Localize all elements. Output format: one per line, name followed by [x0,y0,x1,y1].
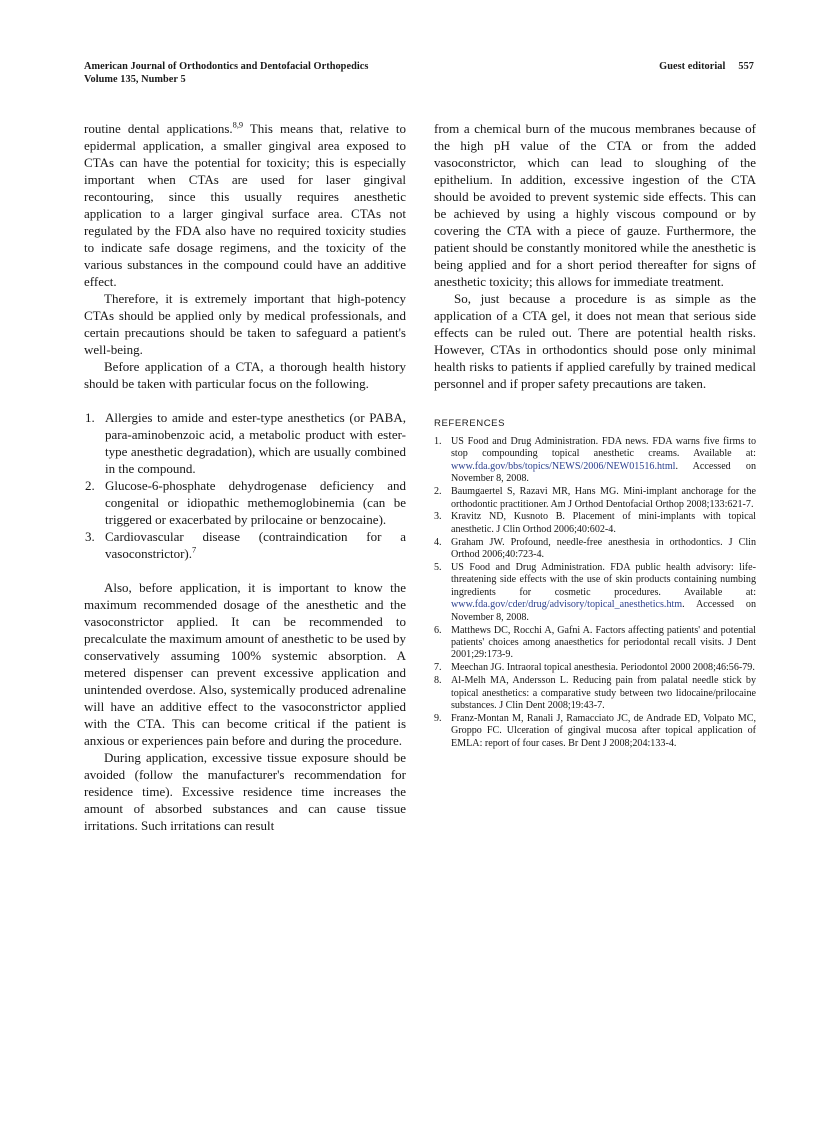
running-head-right [659,60,754,73]
considerations-list [84,409,406,562]
reference-item [434,675,756,712]
paragraph-residence-time: During application, excessive tissue exposure should be avoided (follow the manufacturer's recommendation for residence time). Excessive residence time increases the amount of absorbed substances and can cause tissue irritations. Such irritations can result [84,750,406,833]
paragraph-chemical-burn: from a chemical burn of the mucous membranes because of the high pH value of the CTA or from the added vasoconstrictor, which can lead to sloughing of the epithelium. In addition, excessive ingestion of the CTA should be avoided to prevent systemic side effects. This can be achieved by using a highly viscous compound or by covering the CTA with a piece of gauze. Furthermore, the patient should be constantly monitored while the anesthetic is being applied and for a short period thereafter for signs of anesthetic toxicity; this allows for immediate treatment. [434,121,756,289]
list-item-number: 1. [85,410,95,425]
reference-item [434,511,756,536]
reference-number: 9. [434,712,442,724]
reference-text-tail: . Accessed on November 8, 2008. [451,460,756,485]
reference-number: 6. [434,624,442,636]
paragraph-dosage: Also, before application, it is important to know the maximum recommended dosage of the anesthetic and the vasoconstrictor applied. It can be recommended to precalculate the maximum amount of anesthetic to be used by conservatively assuming 100% systemic absorption. A metered dispenser can prevent excessive application and unintended overdose. Also, systemically produced adrenaline will have an additive effect to the vasoconstrictor applied with the CTA. This can become critical if the patient is anxious or experiences pain before and during the procedure. [84,580,406,748]
reference-number: 8. [434,675,442,687]
running-head [84,60,754,86]
reference-text: US Food and Drug Administration. FDA news. FDA warns five firms to stop compounding topical anesthetic creams. Available at: [451,436,756,460]
reference-number: 4. [434,536,442,548]
list-item-text: Glucose-6-phosphate dehydrogenase deficiency and congenital or idiopathic methemoglobinemia (can be triggered or exacerbated by prilocaine or benzocaine). [105,478,406,527]
reference-text: Kravitz ND, Kusnoto B. Placement of mini-implants with topical anesthetic. J Clin Orthod 2006;40:602-4. [451,511,756,535]
list-item [84,409,406,477]
reference-item [434,662,756,674]
citation-marker-8-9: 8,9 [232,120,244,130]
section-label: Guest editorial [659,61,726,72]
reference-item [434,562,756,624]
paragraph-therefore: Therefore, it is extremely important that high-potency CTAs should be applied only by medical professionals, and certain precautions should be taken to safeguard a patient's well-being. [84,291,406,357]
reference-url[interactable]: www.fda.gov/bbs/topics/NEWS/2006/NEW01516.html [451,460,676,472]
paragraph-health-history: Before application of a CTA, a thorough health history should be taken with particular focus on the following. [84,359,406,391]
article-body [84,120,756,910]
paragraph-conclusion: So, just because a procedure is as simple as the application of a CTA gel, it does not mean that serious side effects can be ruled out. There are potential health risks. However, CTAs in orthodontics should pose only minimal health risks to patients if applied carefully by trained medical personnel and if proper safety precautions are taken. [434,291,756,391]
reference-item [434,625,756,662]
reference-number: 3. [434,511,442,523]
reference-text-tail: . Accessed on November 8, 2008. [451,599,756,623]
paragraph-text-post: This means that, relative to epidermal application, a smaller gingival area exposed to CTAs can have the potential for toxicity; this is especially important when CTAs are used for laser gingival recontouring, since this usually requires anesthetic application to a larger gingival surface area. CTAs not regulated by the FDA also have no required toxicity studies to indicate safe dosage regimens, and the toxicity of the various substances in the compound could have an additive effect. [84,121,406,289]
reference-number: 7. [434,662,442,674]
reference-text: US Food and Drug Administration. FDA public health advisory: life-threatening side effects with the use of skin products containing numbing ingredients for cosmetic procedures. Available at: [451,562,756,598]
reference-item [434,486,756,511]
right-column [434,120,756,751]
paragraph-continued [84,120,406,290]
volume-issue: Volume 135, Number 5 [84,74,186,86]
list-item-number: 3. [85,529,95,544]
list-item [84,477,406,528]
left-column [84,120,406,834]
reference-number: 1. [434,436,442,447]
reference-text: Meechan JG. Intraoral topical anesthesia. Periodontol 2000 2008;46:56-79. [451,662,755,674]
reference-text: Matthews DC, Rocchi A, Gafni A. Factors affecting patients' and potential patients' choices among anaesthetics for periodontal recall visits. J Dent 2001;29:173-9. [451,624,756,661]
references-heading: REFERENCES [434,418,506,429]
reference-text: Baumgaertel S, Razavi MR, Hans MG. Mini-implant anchorage for the orthodontic practitioner. Am J Orthod Dentofacial Orthop 2008;133:621-7. [451,486,756,510]
reference-text: Graham JW. Profound, needle-free anesthesia in orthodontics. J Clin Orthod 2006;40:723-4. [451,536,756,561]
page-number: 557 [738,61,754,72]
list-item-number: 2. [85,478,95,493]
reference-item [434,713,756,750]
list-item [84,528,406,562]
reference-text: Franz-Montan M, Ranali J, Ramacciato JC, de Andrade ED, Volpato MC, Groppo FC. Ulceration of gingival mucosa after topical application of EMLA: report of four cases. Br Dent J 2008;204:133-4. [451,712,756,749]
list-item-text: Cardiovascular disease (contraindication for a vasoconstrictor). [105,529,406,561]
reference-number: 5. [434,562,442,574]
citation-marker-7: 7 [192,545,197,555]
reference-text: Al-Melh MA, Andersson L. Reducing pain from palatal needle stick by topical anesthetics: a comparative study between two lidocaine/prilocaine substances. J Clin Dent 2008;19:43-7. [451,675,756,712]
journal-title: American Journal of Orthodontics and Dentofacial Orthopedics [84,61,369,72]
list-item-text: Allergies to amide and ester-type anesthetics (or PABA, para-aminobenzoic acid, a metabolic product with ester-type anesthetic degradation), which are usually combined in the compound. [105,410,406,476]
list-spacer [84,562,406,579]
reference-item [434,436,756,486]
paragraph-text-pre: routine dental applications. [84,121,233,136]
reference-number: 2. [434,486,442,498]
reference-url[interactable]: www.fda.gov/cder/drug/advisory/topical_anesthetics.htm [451,599,683,611]
reference-item [434,537,756,562]
reference-list [434,436,756,750]
